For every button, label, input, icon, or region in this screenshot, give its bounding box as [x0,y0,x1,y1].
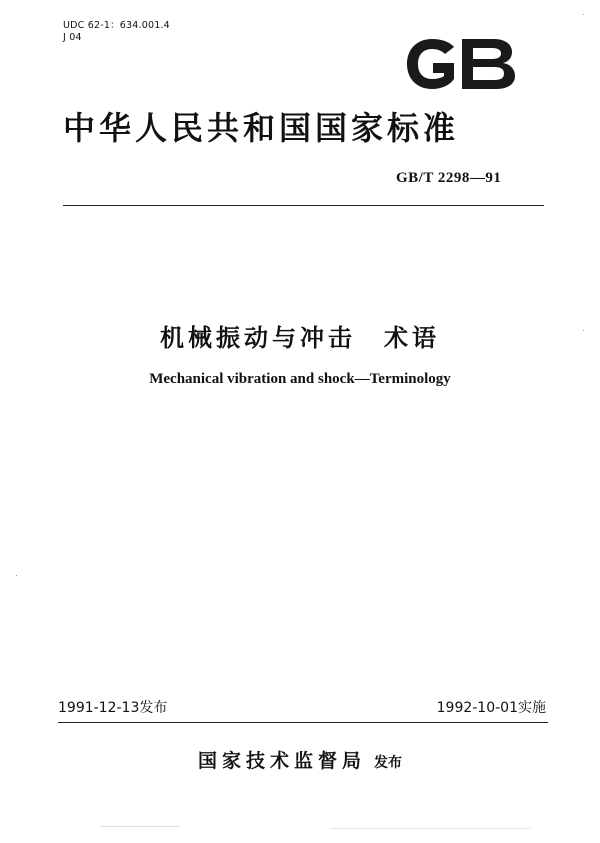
issue-date: 1991-12-13发布 [58,700,168,716]
scan-speck [583,330,584,331]
document-title-cn [0,318,600,353]
scan-speck [16,575,17,576]
document-title-en: Mechanical vibration and shock—Terminology [149,371,451,387]
issuer-line [0,746,600,773]
footer-divider [58,722,548,723]
standard-title: 中华人民共和国国家标准 [63,109,460,147]
udc-code: UDC 62-1：634.001.4 [63,20,170,31]
scan-speck [583,14,584,15]
category-code: J 04 [63,32,82,43]
title-cn-part2: 术语 [384,324,440,352]
issuer-suffix: 发布 [374,755,402,771]
scan-streak [100,826,180,827]
scan-streak [330,828,530,829]
standard-number: GB/T 2298—91 [396,170,502,186]
implementation-date: 1992-10-01实施 [436,700,546,716]
title-cn-part1: 机械振动与冲击 [160,324,356,352]
classification-codes [63,20,170,44]
gb-logo [404,36,518,92]
header-divider [63,205,544,206]
issuer-name: 国家技术监督局 [197,750,366,772]
